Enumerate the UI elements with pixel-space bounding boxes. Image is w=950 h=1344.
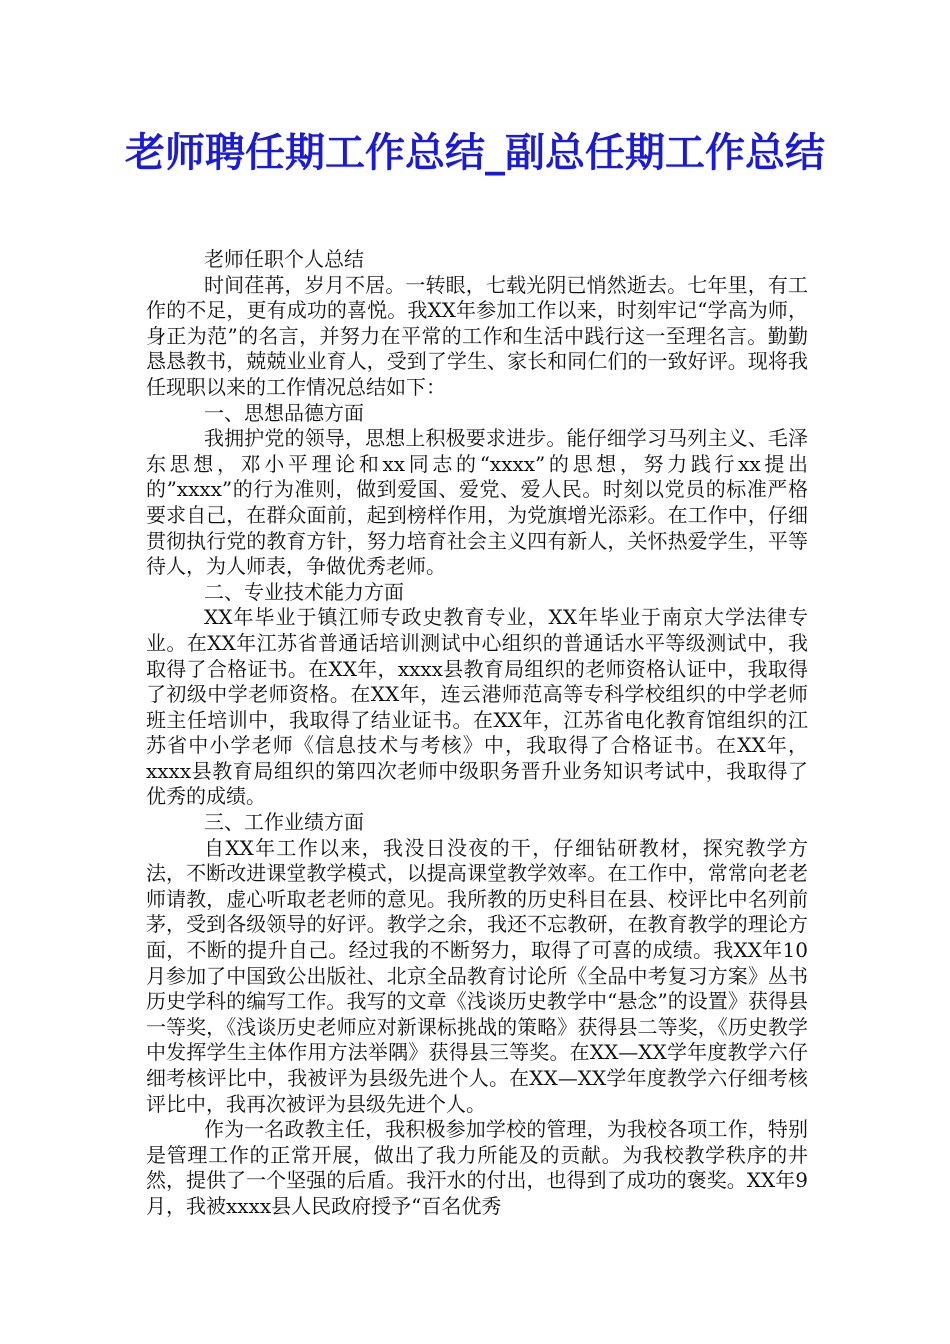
section-heading-ideology: 一、思想品德方面: [204, 400, 364, 425]
section-heading-work-performance: 三、工作业绩方面: [204, 810, 364, 835]
paragraph-intro: 时间荏苒，岁月不居。一转眼，七载光阴已悄然逝去。七年里，有工作的不足，更有成功的喜悦。我XX年参加工作以来，时刻牢记“学高为师，身正为范”的名言，并努力在平常的工作和生活中践行这一至理名言。勤勤恳恳教书，兢兢业业育人，受到了学生、家长和同仁们的一致好评。现将我任现职以来的工作情况总结如下：: [146, 272, 808, 399]
paragraph-professional-skills: XX年毕业于镇江师专政史教育专业，XX年毕业于南京大学法律专业。在XX年江苏省普通话培训测试中心组织的普通话水平等级测试中，我取得了合格证书。在XX年，xxxx县教育局组织的老师资格认证中，我取得了初级中学老师资格。在XX年，连云港师范高等专科学校组织的中学老师班主任培训中，我取得了结业证书。在XX年，江苏省电化教育馆组织的江苏省中小学老师《信息技术与考核》中，我取得了合格证书。在XX年，xxxx县教育局组织的第四次老师中级职务晋升业务知识考试中，我取得了优秀的成绩。: [146, 605, 808, 809]
paragraph-management: 作为一名政教主任，我积极参加学校的管理，为我校各项工作，特别是管理工作的正常开展，做出了我力所能及的贡献。为我校教学秩序的井然，提供了一个坚强的后盾。我汗水的付出，也得到了成功的褒奖。XX年9月，我被xxxx县人民政府授予“百名优秀: [146, 1117, 808, 1218]
section-heading-professional-skills: 二、专业技术能力方面: [204, 579, 404, 604]
section-heading-summary: 老师任职个人总结: [204, 247, 364, 271]
paragraph-work-performance: 自XX年工作以来，我没日没夜的干，仔细钻研教材，探究教学方法，不断改进课堂教学模式，以提高课堂教学效率。在工作中，常常向老老师请教，虚心听取老老师的意见。我所教的历史科目在县、校评比中名列前茅，受到各级领导的好评。教学之余，我还不忘教研，在教育教学的理论方面，不断的提升自己。经过我的不断努力，取得了可喜的成绩。我XX年10月参加了中国致公出版社、北京全品教育讨论所《全品中考复习方案》丛书历史学科的编写工作。我写的文章《浅谈历史教学中“悬念”的设置》获得县一等奖，《浅谈历史老师应对新课标挑战的策略》获得县二等奖，《历史教学中发挥学生主体作用方法举隅》获得县三等奖。在XX—XX学年度教学六仔细考核评比中，我被评为县级先进个人。在XX—XX学年度教学六仔细考核评比中，我再次被评为县级先进个人。: [146, 835, 808, 1116]
document-body: [146, 247, 808, 1220]
paragraph-ideology: 我拥护党的领导，思想上积极要求进步。能仔细学习马列主义、毛泽东思想，邓小平理论和xx同志的“xxxx”的思想，努力践行xx提出的”xxxx”的行为准则，做到爱国、爱党、爱人民。时刻以党员的标准严格要求自己，在群众面前，起到榜样作用，为党旗增光添彩。在工作中，仔细贯彻执行党的教育方针，努力培育社会主义四有新人，关怀热爱学生，平等待人，为人师表，争做优秀老师。: [146, 426, 808, 579]
document-title: 老师聘任期工作总结_副总任期工作总结: [125, 129, 825, 176]
